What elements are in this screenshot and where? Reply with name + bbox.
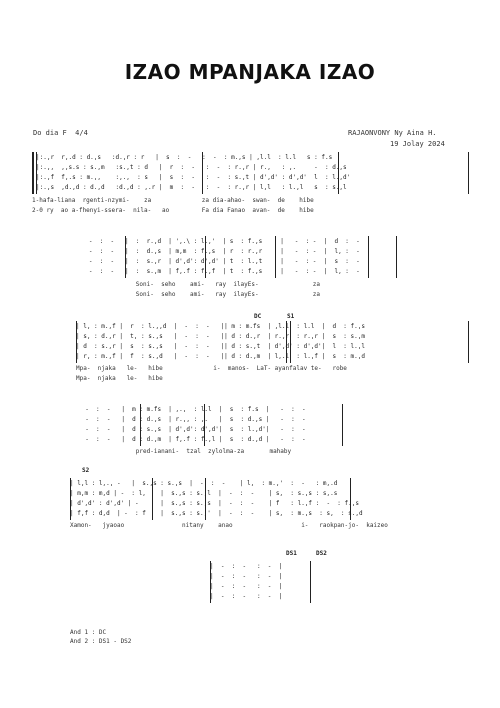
alto-line: | s, : d.,r | t, : s.,s | - : - || d : d.,r | r.,r : r.,r | s : s.,m [76, 333, 365, 340]
soprano-line: - : - | m : m.fs | ,., : l.l | s : f.s | - : - [78, 406, 306, 413]
song-title: IZAO MPANJAKA IZAO [124, 60, 376, 84]
bass-line: - : - | : s.,m | f,.f : f.,f | t : f.,s | - : - | l, : - [78, 268, 360, 275]
alto-line: |:.,, ,,s.s : s.,m :s.,t : d | r : - : - : r.,r | r., : ,. - : d.,s [36, 164, 347, 171]
soprano-line: - : - | : r.,d | ',.\ : l.,' | s : f.,s | - : - | d : - [78, 238, 360, 245]
bass-line: | r, : m.,f | f : s.,d | - : - || d : d.,m | l,.l : l.,f | s : m.,d [76, 353, 365, 360]
dal-segno-2-mark: DS2 [316, 550, 327, 557]
composer: RAJAONVONY Ny Aina H. [348, 129, 437, 137]
alto-line: - : - | : d.,s | m,m : f.,s | r : r.,r | - : - | l, : - [78, 248, 360, 255]
repeat-instruction-2: And 2 : DS1 - DS2 [70, 638, 132, 645]
bass-line: | f,f : d,d | - : f | s.,s : s.,' | - : - | s, : m.,s : s, : s.,d [70, 510, 363, 517]
repeat-instruction-1: And 1 : DC [70, 629, 107, 636]
alto-line: | m,m : m,d | - : l, | s.,s : s.,l | - : - | s, : s.,s : s,.s [70, 490, 338, 497]
bass-line: |:.,s ,d.,d : d.,d :d.,d : ,.r | m : - : - : r.,r | l,l : l.,l s : s.,l [36, 184, 347, 191]
key-signature: Do dia F 4/4 [33, 129, 88, 137]
dal-capo-mark: DC [254, 313, 262, 320]
lyric-verse-1: Mpa- njaka le- hibe i- manos- LaT- ayanfalav te- robe [76, 365, 347, 372]
tenor-line: | d : s.,r | s : s.,s | - : - || d : s.,t | d',d' : d',d'| l : l.,l [76, 343, 365, 350]
bass-line: | - : - : - | [210, 593, 283, 600]
composition-date: 19 Jolay 2024 [390, 140, 445, 148]
tenor-line: |:.,f f,.s : m.,, :,., : s | s : - : - : s.,t | d',d' : d',d' l : l.,d' [36, 174, 351, 181]
bass-line: - : - | d : d.,m | f,.f : f.,l | s : d.,d | - : - [78, 436, 306, 443]
tenor-line: - : - | d : s.,s | d',d': d',d'| s : l.,d'| - : - [78, 426, 306, 433]
lyric-verse-1: 1-hafa-liana rgenti-nzymi- za za dia-ahao- swan- de hibe [32, 197, 314, 204]
tenor-line: | - : - : - | [210, 583, 283, 590]
lyric-verse-2: Soni- seho ami- ray ilayEs- za [78, 291, 321, 298]
segno-1-mark: S1 [287, 313, 295, 320]
lyric-verse-1: Xamon- jyaoao nitany anao i- raokpan-jo- kaizeo [70, 522, 388, 529]
lyric-verse-1: Soni- seho ami- ray ilayEs- za [78, 281, 321, 288]
segno-2-mark: S2 [82, 467, 90, 474]
soprano-line: | l,l : l,., - | s.,s : s.,s | - : - | l, : m.,' : - : m,.d [70, 480, 338, 487]
dal-segno-1-mark: DS1 [286, 550, 297, 557]
alto-line: | - : - : - | [210, 573, 283, 580]
tenor-line: | d',d' : d',d' | - | s.,s : s.,s | - : - | f : l.,f : - : f.,s [70, 500, 359, 507]
soprano-line: | l, : m.,f | r : l.,,d | - : - || m : m.fs | ,l.l : l.l | d : f.,s [76, 323, 365, 330]
lyric-verse-2: 2-0 ry ao a-fhenyi-ssera- nila- ao Fa dia Fanao avan- de hibe [32, 207, 314, 214]
soprano-line: | - : - : - | [210, 563, 283, 570]
soprano-line: |:.,r r,.d : d.,s :d.,r : r | s : - : - : m.,s | ,l.l : l.l s : f.s [36, 154, 333, 161]
lyric-verse-1: pred-ianani- tzal zylolma-za mahaby [78, 448, 292, 455]
tenor-line: - : - | : s.,r | d',d': d',d' | t : l.,t | - : - | s : - [78, 258, 360, 265]
lyric-verse-2: Mpa- njaka le- hibe [76, 375, 163, 382]
alto-line: - : - | d : d.,s | r.,, : ,. | s : d.,s | - : - [78, 416, 306, 423]
